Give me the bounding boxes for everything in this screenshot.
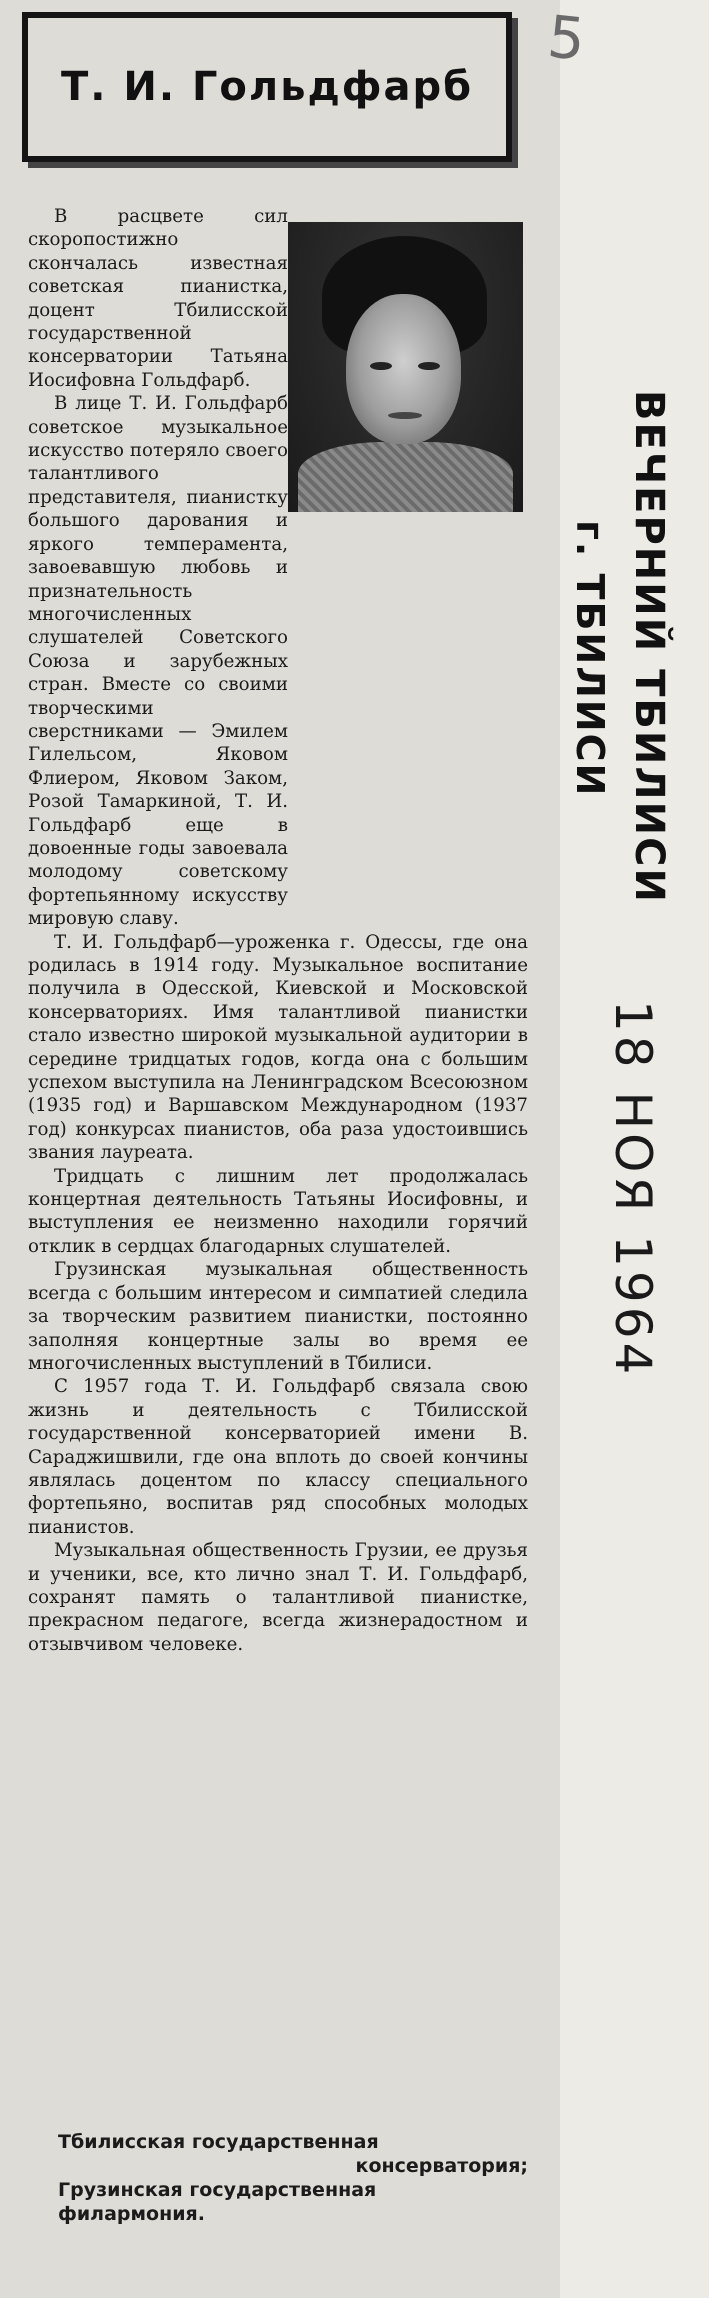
signature-line: филармония. [58,2203,205,2225]
page-title: Т. И. Гольдфарб [60,64,474,110]
signature-line: Грузинская государственная [58,2179,377,2201]
portrait-photo [288,222,523,512]
photo-eye [370,362,392,370]
paragraph: В лице Т. И. Гольдфарб советское музыкальное искусство потеряло своего талантливого представителя, пианистку большого дарования и яркого темперамента, завоевавшую любовь и признательность многочисленных слушателей Советского Союза и зарубежных стран. Вместе со своими творческими сверстниками — Эмилем Гилельсом, Яковом Флиером, Яковом Заком, Розой Тамаркиной, Т. И. Гольдфарб еще в довоенные годы завоевала молодому советскому фортепьянному искусству мировую славу. [28,393,288,930]
paragraph: С 1957 года Т. И. Гольдфарб связала свою жизнь и деятельность с Тбилисской государственной консерваторией имени В. Сараджишвили, где она вплоть до своей кончины являлась доцентом по классу специального фортепьяно, воспитав ряд способных молодых пианистов. [28,1376,528,1538]
signature-line: консерватория; [355,2155,528,2177]
title-box [22,12,512,162]
newspaper-name: ВЕЧЕРНИЙ ТБИЛИСИ [626,390,672,904]
signature-block [58,2130,528,2226]
paragraph: Музыкальная общественность Грузии, ее друзья и ученики, все, кто лично знал Т. И. Гольдфарб, сохранят память о талантливой пианистке, прекрасном педагоге, всегда жизнерадостном и отзывчивом человеке. [28,1540,528,1655]
paragraph: Т. И. Гольдфарб—уроженка г. Одессы, где она родилась в 1914 году. Музыкальное воспитание получила в Одесской, Киевской и Московской консерваториях. Имя талантливой пианистки стало известно широкой музыкальной аудитории в середине тридцатых годов, когда она с большим успехом выступила на Ленинградском Всесоюзном (1935 год) и Варшавском Международном (1937 год) конкурсах пианистов, оба раза удостоившись звания лауреата. [28,931,528,1164]
photo-mouth [388,412,422,419]
photo-face [346,294,461,444]
paragraph: Тридцать с лишним лет продолжалась концертная деятельность Татьяны Иосифовны, и выступления ее неизменно находили горячий отклик в сердцах благодарных слушателей. [28,1165,528,1257]
photo-clothing [298,442,513,512]
newspaper-city: г. ТБИЛИСИ [568,520,612,798]
paragraph: В расцвете сил скоропостижно скончалась известная советская пианистка, доцент Тбилисской государственной консерватории Татьяна Иосифовна Гольдфарб. [28,206,288,391]
paragraph: Грузинская музыкальная общественность всегда с большим интересом и симпатией следила за творческим развитием пианистки, постоянно заполняя концертные залы во время ее многочисленных выступлений в Тбилиси. [28,1259,528,1374]
date-stamp: 18 НОЯ 1964 [604,1000,662,1379]
photo-eye [418,362,440,370]
pencil-mark: 5 [544,2,589,74]
signature-line: Тбилисская государственная [58,2131,379,2153]
